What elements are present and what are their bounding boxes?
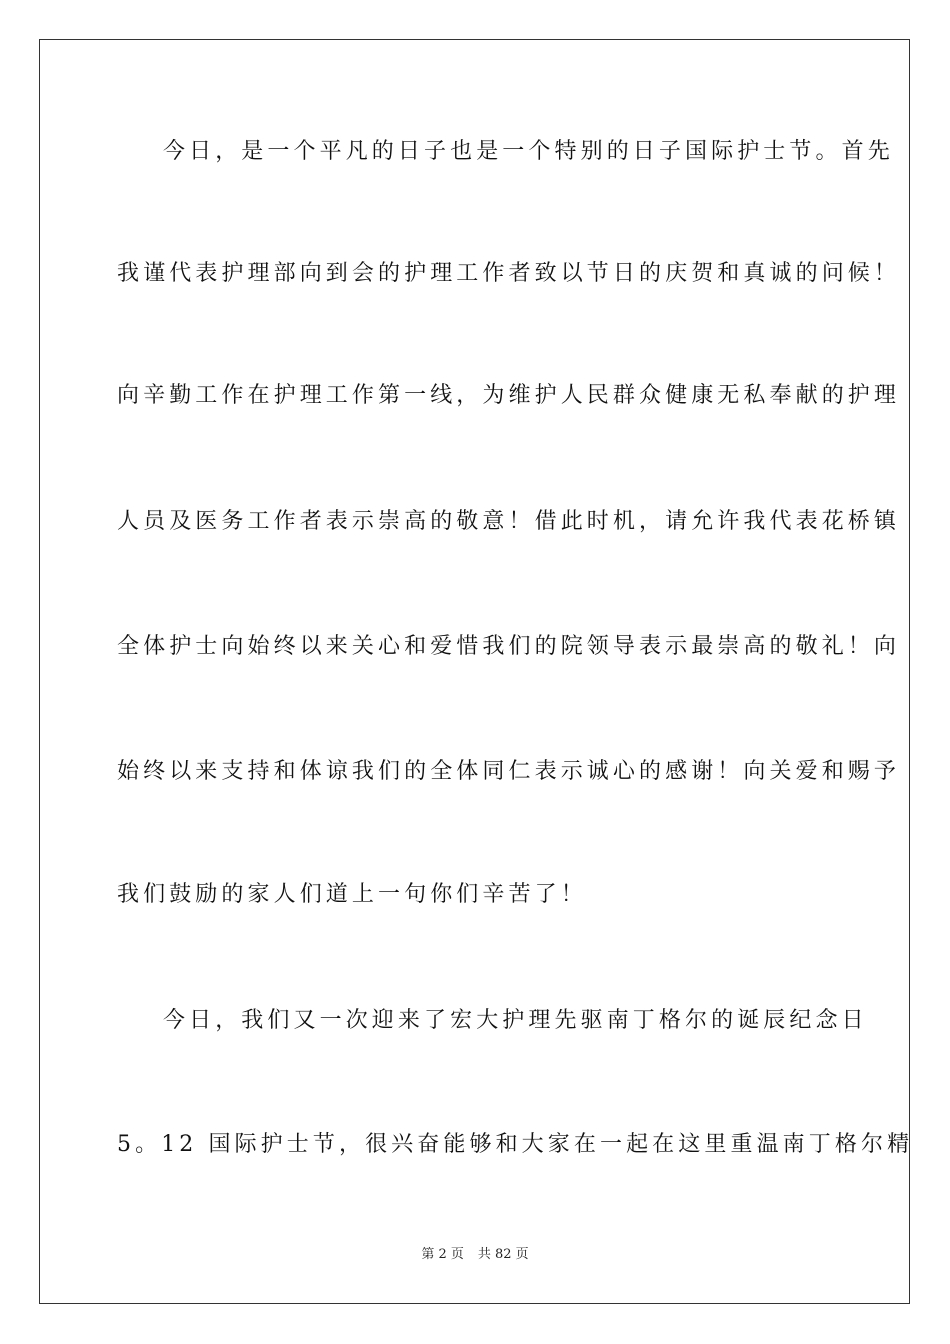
page-number-current: 第 2 页	[421, 1247, 464, 1262]
paragraph-1-line-2: 我谨代表护理部向到会的护理工作者致以节日的庆贺和真诚的问候！	[117, 261, 901, 286]
paragraph-1-line-4: 人员及医务工作者表示崇高的敬意！借此时机，请允许我代表花桥镇	[117, 509, 901, 534]
paragraph-2-line-1: 今日，我们又一次迎来了宏大护理先驱南丁格尔的诞辰纪念日	[163, 1008, 868, 1033]
page-border	[39, 39, 914, 1304]
paragraph-1-line-7: 我们鼓励的家人们道上一句你们辛苦了！	[117, 882, 587, 907]
paragraph-1-line-5: 全体护士向始终以来关心和爱惜我们的院领导表示最崇高的敬礼！向	[117, 634, 901, 659]
paragraph-1-line-1: 今日，是一个平凡的日子也是一个特别的日子国际护士节。首先	[163, 139, 894, 164]
paragraph-2-line-2: 5。12 国际护士节，很兴奋能够和大家在一起在这里重温南丁格尔精	[117, 1132, 914, 1157]
page-footer	[0, 1246, 950, 1264]
page-number-total: 共 82 页	[477, 1247, 529, 1262]
paragraph-1-line-3: 向辛勤工作在护理工作第一线，为维护人民群众健康无私奉献的护理	[117, 383, 901, 408]
paragraph-1-line-6: 始终以来支持和体谅我们的全体同仁表示诚心的感谢！向关爱和赐予	[117, 759, 901, 784]
